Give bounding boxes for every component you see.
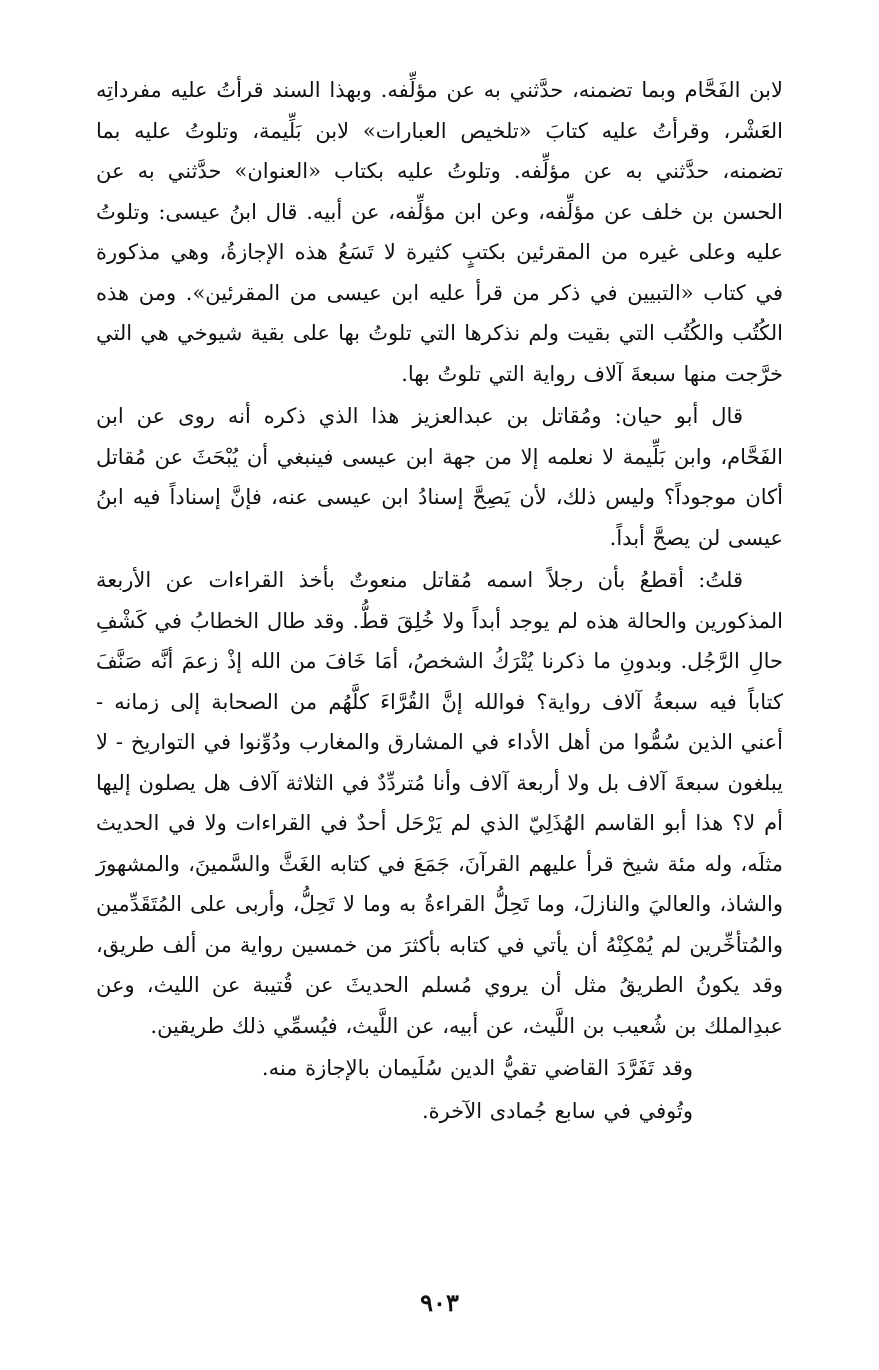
paragraph-continuation: لابن الفَحَّام وبما تضمنه، حدَّثني به عن مؤلِّفه. وبهذا السند قرأتُ عليه مفرداتِه العَشْر، وقرأتُ عليه كتابَ «تلخيص العبارات» لابن بَلِّيمة، وتلوتُ عليه بما تضمنه، حدَّثني به عن مؤلِّفه. وتلوتُ عليه بكتاب «العنوان» حدَّثني به عن الحسن بن خلف عن مؤلِّفه، وعن ابن مؤلِّفه، عن أبيه. قال ابنُ عيسى: وتلوتُ عليه وعلى غيره من المقرئين بكتبٍ كثيرة لا تَسَعُ هذه الإجازةُ، وهي مذكورة في كتاب «التبيين في ذكر من قرأ عليه ابن عيسى من المقرئين». ومن هذه الكُتُب والكُتُب التي بقيت ولم نذكرها التي تلوتُ بها على بقية شيوخي هي التي خرَّجت منها سبعةَ آلاف رواية التي تلوتُ بها. xyxy=(96,78,783,386)
page-number: ٩٠٣ xyxy=(420,1288,459,1317)
paragraph-ijaza-note: وقد تَفَرَّدَ القاضي تقيُّ الدين سُلَيمان بالإجازة منه. xyxy=(261,1056,693,1080)
document-page xyxy=(96,70,783,1131)
paragraph-death-note: وتُوفي في سابع جُمادى الآخرة. xyxy=(421,1098,693,1123)
paragraph-qultu: قلتُ: أقطعُ بأن رجلاً اسمه مُقاتل منعوتٌ بأخذ القراءات عن الأربعة المذكورين والحالة هذه لم يوجد أبداً ولا خُلِقَ قطُّ. وقد طال الخطابُ في كَشْفِ حالِ الرَّجُل. وبدونِ ما ذكرنا يُتْرَكُ الشخصُ، أمَا خَافَ من الله إذْ زعمَ أنَّه صَنَّفَ كتاباً فيه سبعةُ آلاف رواية؟ فوالله إنَّ القُرَّاءَ كلَّهُم من الصحابة إلى زمانه - أعني الذين سُمُّوا من أهل الأداء في المشارق والمغارب ودُوِّنوا في التواريخ - لا يبلغون سبعةَ آلاف بل ولا أربعة آلاف وأنا مُتردِّدٌ في الثلاثة آلاف هل يصلون إليها أم لا؟ هذا أبو القاسم الهُذَلِيّ الذي لم يَرْحَل أحدٌ في القراءات ولا في الحديث مثلَه، وله مئة شيخ قرأ عليهم القرآنَ، جَمَعَ في كتابه الغَثَّ والسَّمينَ، والمشهورَ والشاذ، والعاليَ والنازلَ، وما تَحِلُّ القراءةُ به وما لا تَحِلُّ، وأربى على المُتَقَدِّمين والمُتأخِّرين لم يُمْكِنْهُ أن يأتي في كتابه بأكثرَ من خمسين رواية من ألف طريق، وقد يكونُ الطريقُ مثل أن يروي مُسلم الحديثَ عن قُتيبة عن الليث، وعن عبدِالملك بن شُعيب بن اللَّيث، عن أبيه، عن اللَّيث، فيُسمِّي ذلك طريقين. xyxy=(96,568,783,1038)
paragraph-abu-hayyan: قال أبو حيان: ومُقاتل بن عبدالعزيز هذا الذي ذكره أنه روى عن ابن الفَحَّام، وابن بَلِّيمة لا نعلمه إلا من جهة ابن عيسى فينبغي أن يُبْحَثَ عن مُقاتل أكان موجوداً؟ وليس ذلك، لأن يَصِحَّ إسنادُ ابن عيسى عنه، فإنَّ إسناداً فيه ابنُ عيسى لن يصحَّ أبداً. xyxy=(96,404,783,550)
